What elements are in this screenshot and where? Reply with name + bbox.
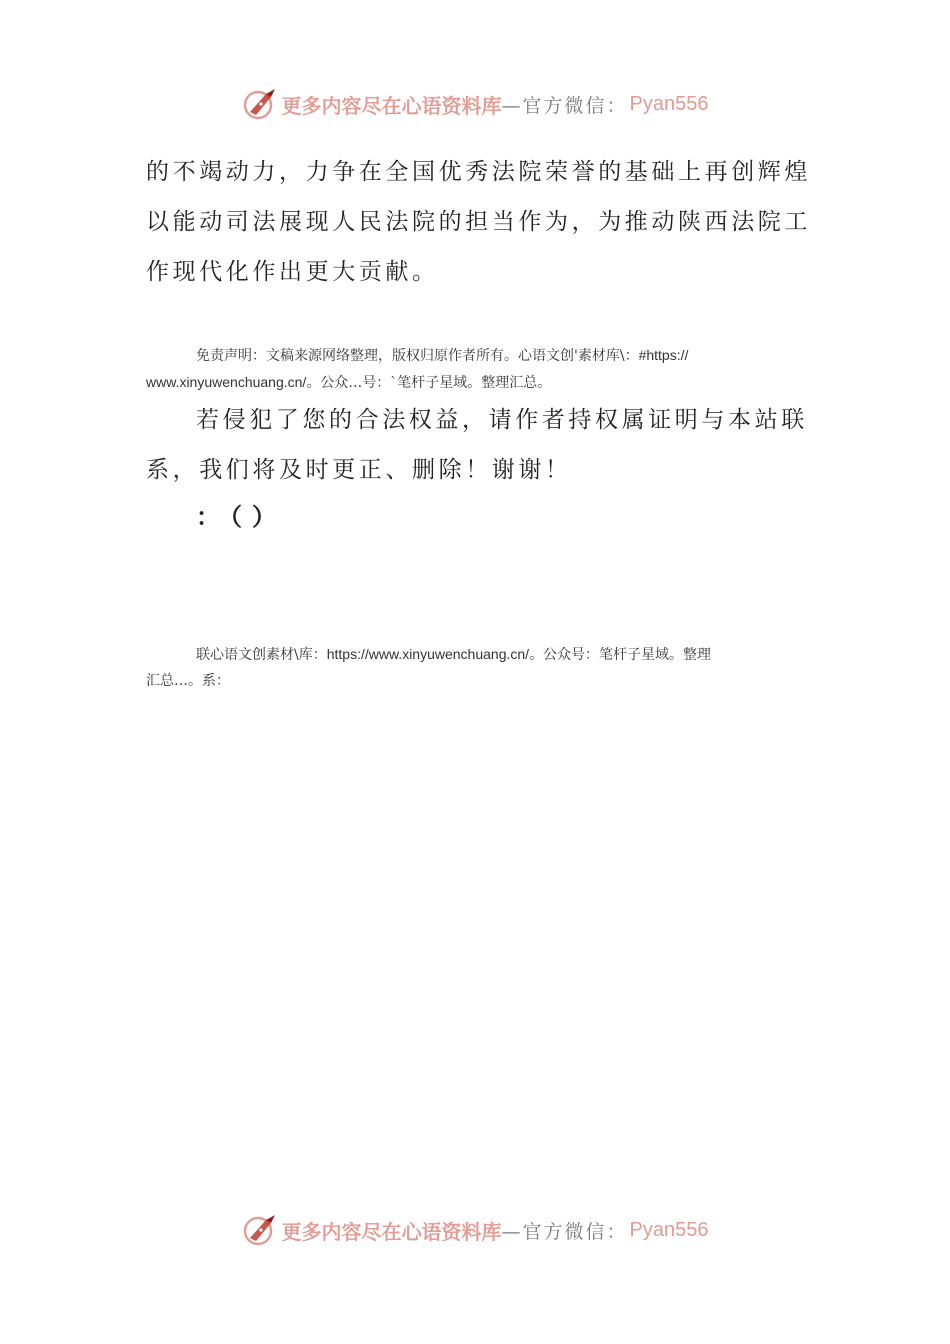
body-paragraph-2	[146, 395, 808, 495]
text-line: 以能动司法展现人民法院的担当作为，为推动陕西法院工	[146, 209, 811, 235]
text-line: 系，我们将及时更正、删除！谢谢！	[146, 457, 572, 483]
header-banner	[0, 82, 950, 126]
note-url: https://www.xinyuwenchuang.cn/	[326, 646, 530, 662]
note-line	[146, 641, 808, 668]
banner-gray-text: —官方微信：	[501, 1220, 628, 1243]
banner-red-text: 更多内容尽在心语资料库	[281, 1219, 502, 1244]
note-text: 免责声明：文稿来源网络整理，版权归原作者所有。心语文创'素材库\：	[196, 348, 639, 364]
pen-nib-logo-icon	[242, 86, 278, 122]
note-text: 联心语文创素材\库：	[196, 647, 327, 663]
disclaimer-note	[146, 342, 808, 396]
note-url-fragment: #https://	[638, 347, 689, 363]
text-line: 若侵犯了您的合法权益，请作者持权属证明与本站联	[196, 407, 808, 433]
text-line: 作现代化作出更大贡献。	[146, 259, 439, 285]
note-line: 汇总…。系：	[146, 673, 230, 689]
banner-gray-text: —官方微信：	[501, 94, 628, 117]
banner-wechat-id: Pyan556	[629, 1218, 709, 1241]
contact-note	[146, 641, 808, 694]
banner-wechat-id: Pyan556	[629, 92, 709, 115]
body-paragraph-1	[146, 147, 811, 297]
note-line	[146, 342, 808, 369]
banner-red-text: 更多内容尽在心语资料库	[281, 93, 502, 118]
footer-banner	[0, 1208, 950, 1252]
note-url: www.xinyuwenchuang.cn/	[146, 374, 307, 390]
note-text: 。公众号：笔杆子星域。整理	[529, 647, 712, 663]
note-line	[146, 369, 808, 396]
note-text: 。公众…号：`笔杆子星域。整理汇总。	[306, 375, 552, 391]
symbols-line: ：（）	[196, 504, 286, 531]
pen-nib-logo-icon	[242, 1212, 278, 1248]
text-line: 的不竭动力，力争在全国优秀法院荣誉的基础上再创辉煌	[146, 159, 811, 185]
